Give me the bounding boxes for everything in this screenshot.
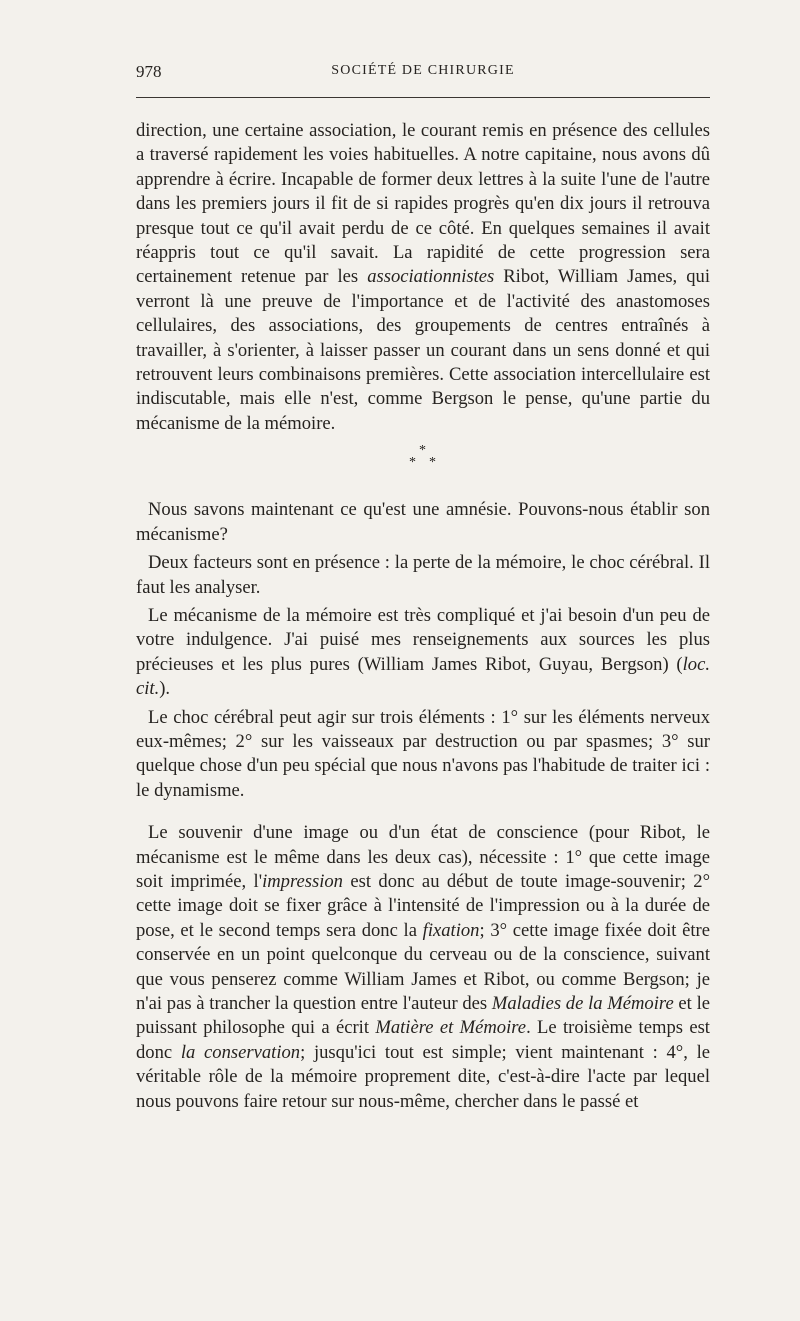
italic-title: Matière et Mémoire	[375, 1017, 527, 1039]
page-number: 978	[136, 62, 162, 81]
italic-term: associationnistes	[367, 266, 495, 288]
italic-term: impression	[262, 870, 343, 892]
italic-term: fixation	[422, 919, 480, 941]
paragraph-continuation: direction, une certaine association, le courant remis en présence des cellules a traversé rapidement les voies habituelles. A notre capitaine, nous avons dû apprendre à écrire. Incapable de former deux lettres à la suite l'une de l'autre dans les premiers jours il fit de si rapides progrès qu'en dix jours il retrouva presque tout ce qu'il avait perdu de ce côté. En quelques semaines il avait réappris tout ce qu'il savait. La rapidité de cette progression sera certainement retenue par les associationnistes Ribot, William James, qui verront là une preuve de l'importance et de l'activité des anastomoses cellulaires, des associations, des groupements de centres entraînés à travailler, à s'orienter, à laisser passer un courant dans un sens donné et qui retrouvent leurs combinaisons premières. Cette association intercellulaire est indiscutable, mais elle n'est, comme Bergson le pense, qu'une partie du mécanisme de la mémoire.	[136, 120, 710, 434]
italic-title: Maladies de la Mémoire	[491, 993, 674, 1014]
italic-term: loc. cit.	[136, 653, 710, 700]
paragraph: Deux facteurs sont en présence : la perte de la mémoire, le choc cérébral. Il faut les analyser.	[136, 552, 710, 598]
running-title: SOCIÉTÉ DE CHIRURGIE	[331, 63, 515, 78]
asterism-star: *	[409, 455, 416, 471]
page-header	[136, 62, 710, 86]
paragraph: Le mécanisme de la mémoire est très compliqué et j'ai besoin d'un peu de votre indulgence. J'ai puisé mes renseignements aux sources les plus précieuses et les plus pures (William James Ribot, Guyau, Bergson) (loc. cit.).	[136, 604, 710, 700]
asterism-star: *	[419, 443, 426, 459]
paragraph: Nous savons maintenant ce qu'est une amnésie. Pouvons-nous établir son mécanisme?	[136, 499, 710, 545]
italic-term: la conservation	[180, 1041, 301, 1063]
asterism-star: *	[429, 455, 436, 471]
paragraph: Le choc cérébral peut agir sur trois éléments : 1° sur les éléments nerveux eux-mêmes; 2° sur les vaisseaux par destruction ou par spasmes; 3° sur quelque chose d'un peu spécial que nous n'avons pas l'habitude de traiter ici : le dynamisme.	[136, 706, 710, 801]
body-text	[136, 119, 710, 1114]
header-rule	[136, 97, 710, 98]
paragraph: Le souvenir d'une image ou d'un état de conscience (pour Ribot, le mécanisme est le même dans les deux cas), nécessite : 1° que cette image soit imprimée, l'impression est donc au début de toute image-souvenir; 2° cette image doit se fixer grâce à l'intensité de l'impression ou à la durée de pose, et le second temps sera donc la fixation; 3° cette image fixée doit être conservée en un point quelconque du cerveau ou de la conscience, suivant que vous penserez comme William James et Ribot, ou comme Bergson; je n'ai pas à trancher la question entre l'auteur des Maladies de la Mémoire et le puissant philosophe qui a écrit Matière et Mémoire. Le troisième temps est donc la conservation; jusqu'ici tout est simple; vient maintenant : 4°, le véritable rôle de la mémoire proprement dite, c'est-à-dire l'acte par lequel nous pouvons faire retour sur nous-même, chercher dans le passé et	[136, 822, 711, 1112]
section-asterism	[136, 436, 710, 498]
